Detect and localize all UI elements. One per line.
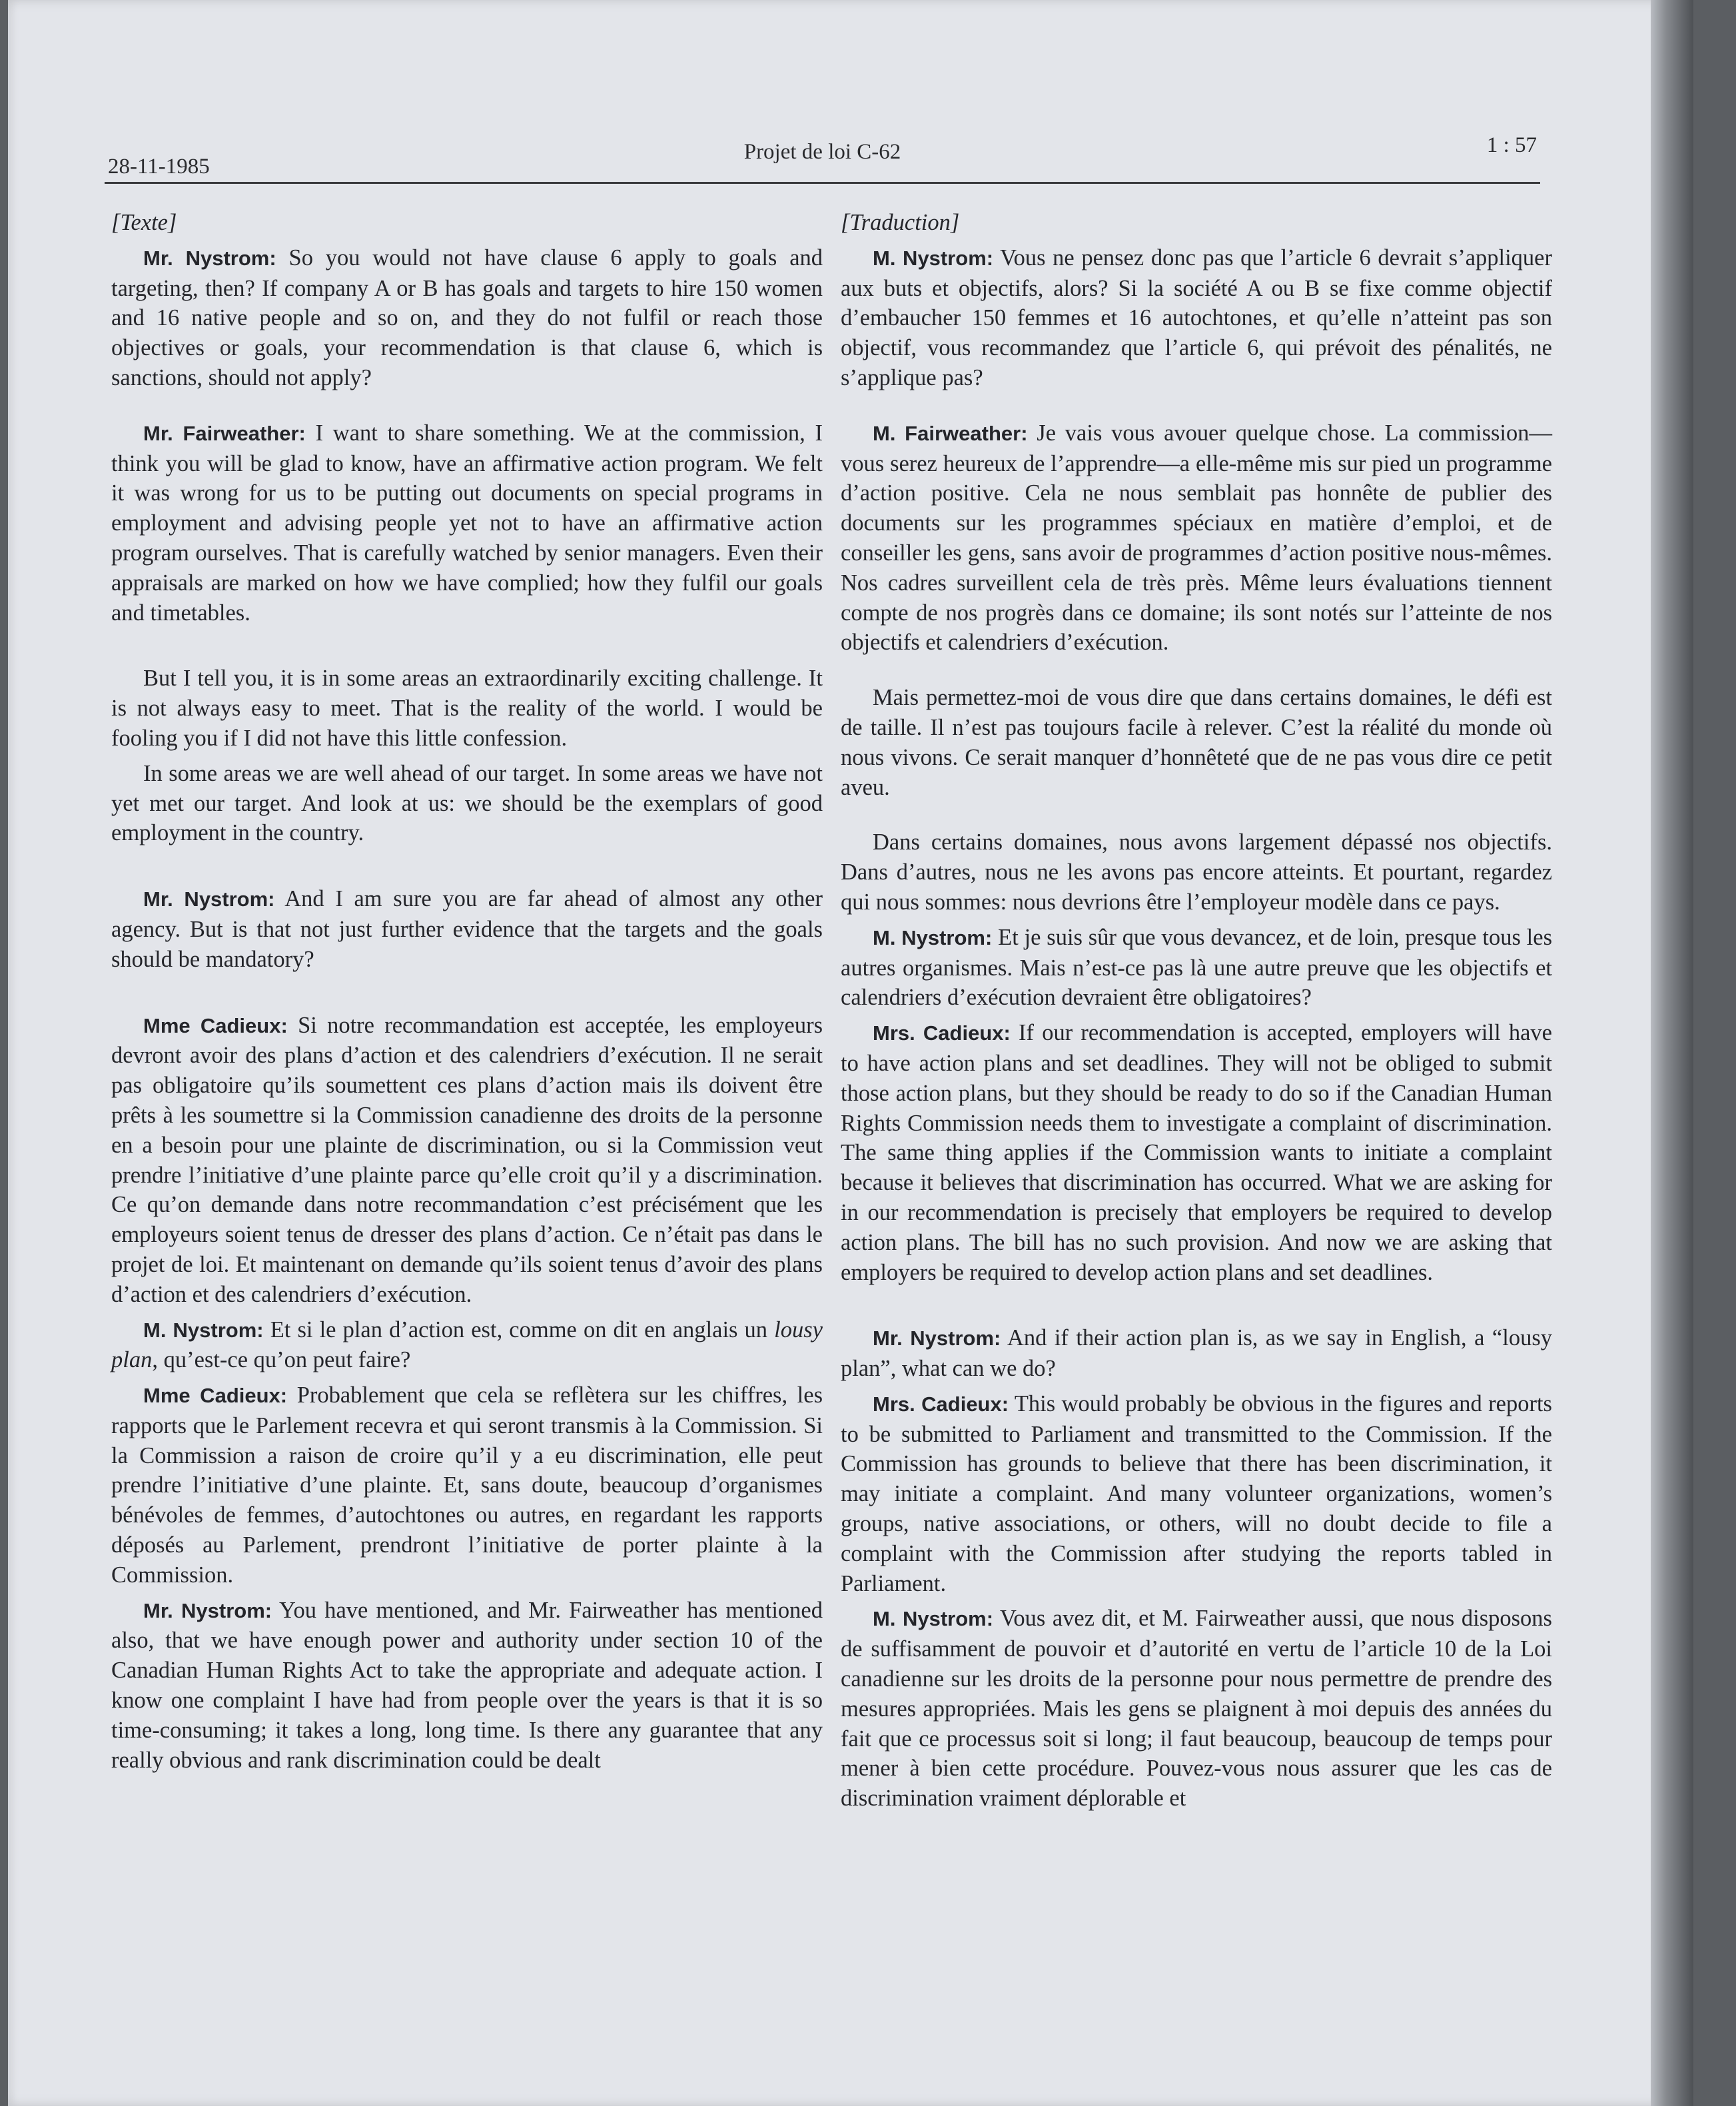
paragraph-text: Si notre recommandation est acceptée, les employeurs devront avoir des plans d’action et des calendriers d’exécution. Il ne serait pas obligatoire qu’ils soumettent ces plans d’action mais ils doivent être prêts à les soumettre si la Commission canadienne des droits de la personne en a besoin pour une plainte de discrimination, ou si la Commission veut prendre l’initiative d’une plainte parce qu’elle croit qu’il y a discrimination. Ce qu’on demande dans notre recommandation c’est précisément que les employeurs soient tenus de dresser des plans d’action. Ce n’était pas dans le projet de loi. Et maintenant on demande qu’ils soient tenus d’avoir des plans d’action et des calendriers d’exécution.: [111, 1012, 823, 1307]
paragraph: [841, 1604, 1552, 1814]
paragraph-text: Et je suis sûr que vous devancez, et de loin, presque tous les autres organismes. Mais n’est-ce pas là une autre preuve que les objectifs et calendriers d’exécution devraient être obligatoires?: [841, 924, 1552, 1011]
paragraph: [111, 1596, 823, 1776]
speaker-name: Mme Cadieux:: [143, 1013, 288, 1037]
speaker-name: M. Nystrom:: [873, 1607, 994, 1631]
header-date: 28-11-1985: [108, 155, 210, 179]
paragraph-text: But I tell you, it is in some areas an extraordinarily exciting challenge. It is not always easy to meet. That is the reality of the world. I would be fooling you if I did not have this little confession.: [111, 666, 823, 751]
header-page-number: 1 : 57: [1486, 133, 1537, 157]
paragraph: [111, 418, 823, 628]
paragraph: [841, 923, 1552, 1013]
paragraph: [841, 683, 1552, 802]
paragraph: [111, 759, 823, 848]
left-column: [111, 208, 823, 1775]
paragraph: [111, 1011, 823, 1310]
speaker-name: Mr. Nystrom:: [143, 246, 276, 270]
paragraph-text: Dans certains domaines, nous avons largement dépassé nos objectifs. Dans d’autres, nous ne les avons pas encore atteints. Et pourtant, regardez qui nous sommes: nous devrions être l’employeur modèle dans ce pays.: [841, 829, 1552, 915]
paragraph: [111, 884, 823, 974]
paragraph: [841, 1323, 1552, 1384]
paragraph-text: Vous ne pensez donc pas que l’article 6 devrait s’appliquer aux buts et objectifs, alors? Si la société A ou B se fixe comme objectif d’embaucher 150 femmes et 16 autochtones, et qu’elle n’atteint pas son objectif, vous recommandez que l’article 6, qui prévoit des pénalités, ne s’applique pas?: [841, 245, 1552, 390]
right-column: [841, 208, 1552, 1814]
paragraph: [841, 1389, 1552, 1599]
paragraph-text: In some areas we are well ahead of our target. In some areas we have not yet met our target. And look at us: we should be the exemplars of good employment in the country.: [111, 760, 823, 846]
right-column-tag: [Traduction]: [841, 210, 960, 235]
document-page: [8, 0, 1693, 2106]
paragraph-text: You have mentioned, and Mr. Fairweather has mentioned also, that we have enough power and authority under section 10 of the Canadian Human Rights Act to take the appropriate and adequate action. I know one complaint I have had from people over the years is that it is so time-consuming; it takes a long, long time. Is there any guarantee that any really obvious and rank discrimination could be dealt: [111, 1597, 823, 1773]
paragraph: [841, 1018, 1552, 1287]
speaker-name: M. Nystrom:: [873, 246, 994, 270]
left-column-tag: [Texte]: [111, 210, 177, 235]
paragraph-text: Mais permettez-moi de vous dire que dans certains domaines, le défi est de taille. Il n’est pas toujours facile à relever. C’est la réalité du monde où nous vivons. Ce serait manquer d’honnêteté que de ne pas vous dire ce petit aveu.: [841, 685, 1552, 800]
paragraph-text: Je vais vous avouer quelque chose. La commission—vous serez heureux de l’apprendre—a elle-même mis sur pied un programme d’action positive. Cela ne nous semblait pas honnête de publier des documents sur les programmes spéciaux en matière d’emploi, et de conseiller les gens, sans avoir de programmes d’action positive nous-mêmes. Nos cadres surveillent cela de très près. Même leurs évaluations tiennent compte de nos progrès dans ce domaine; ils sont notés sur l’atteinte de nos objectifs et calendriers d’exécution.: [841, 420, 1553, 656]
speaker-name: M. Nystrom:: [873, 925, 993, 949]
paragraph-text: And I am sure you are far ahead of almost any other agency. But is that not just further evidence that the targets and the goals should be mandatory?: [111, 886, 823, 972]
header-title: Projet de loi C-62: [743, 140, 901, 164]
paragraph: [111, 1380, 823, 1590]
speaker-name: Mrs. Cadieux:: [873, 1021, 1011, 1045]
paragraph: [111, 243, 823, 393]
paragraph-text: This would probably be obvious in the figures and reports to be submitted to Parliament and transmitted to the Commission. If the Commission has grounds to believe that there has been discrimination, it may initiate a complaint. And many volunteer organizations, women’s groups, native associations, or others, will no doubt decide to file a complaint with the Commission after studying the reports tabled in Parliament.: [841, 1390, 1552, 1596]
paragraph-text: Vous avez dit, et M. Fairweather aussi, que nous disposons de suffisamment de pouvoir et d’autorité en vertu de l’article 10 de la Loi canadienne sur les droits de la personne pour nous permettre de prendre des mesures appropriées. Mais les gens se plaignent à moi depuis des années du fait que ce processus soit si long; il faut beaucoup, beaucoup de temps pour mener à bien cette procédure. Pouvez-vous nous assurer que les cas de discrimination vraiment déplorable et: [841, 1606, 1552, 1812]
paragraph: [841, 243, 1552, 393]
paragraph-text: Probablement que cela se reflètera sur les chiffres, les rapports que le Parlement recevra et qui seront transmis à la Commission. Si la Commission a raison de croire qu’il y a eu discrimination, elle peut prendre l’initiative d’une plainte. Et, sans doute, beaucoup d’organismes bénévoles de femmes, d’autochtones ou autres, en regardant les rapports déposés au Parlement, prendront l’initiative de porter plainte à la Commission.: [111, 1382, 823, 1588]
speaker-name: Mr. Nystrom:: [873, 1326, 1001, 1350]
speaker-name: M. Fairweather:: [873, 421, 1028, 445]
paragraph-text: I want to share something. We at the commission, I think you will be glad to know, have an affirmative action program. We felt it was wrong for us to be putting out documents on special programs in employment and advising people yet not to have an affirmative action program ourselves. That is carefully watched by senior managers. Even their appraisals are marked on how we have complied; how they fulfil our goals and timetables.: [111, 420, 823, 626]
speaker-name: Mr. Nystrom:: [143, 1598, 272, 1622]
paragraph: [111, 664, 823, 753]
page-header: [108, 133, 1537, 187]
paragraph: [841, 827, 1552, 917]
paragraph-text: And if their action plan is, as we say in English, a “lousy plan”, what can we do?: [841, 1325, 1552, 1382]
binding-edge: [1651, 0, 1693, 2106]
paragraph-text: So you would not have clause 6 apply to goals and targeting, then? If company A or B has goals and targets to hire 150 women and 16 native people and so on, and they do not fulfil or reach those objectives or goals, your recommendation is that clause 6, which is sanctions, should not apply?: [111, 245, 823, 390]
paragraph: [841, 418, 1552, 658]
speaker-name: Mr. Fairweather:: [143, 421, 306, 445]
speaker-name: Mme Cadieux:: [143, 1384, 288, 1408]
speaker-name: Mrs. Cadieux:: [873, 1392, 1009, 1416]
paragraph-text: If our recommendation is accepted, employers will have to have action plans and set deadlines. They will not be obliged to submit those action plans, but they should be ready to do so if the Canadian Human Rights Commission needs them to investigate a complaint of discrimination. The same thing applies if the Commission wants to initiate a complaint because it believes that discrimination has occurred. What we are asking for in our recommendation is precisely that employers be required to develop action plans. The bill has no such provision. And now we are asking that employers be required to develop action plans and set deadlines.: [841, 1020, 1552, 1285]
speaker-name: Mr. Nystrom:: [143, 887, 275, 911]
paragraph: M. Nystrom: Et si le plan d’action est, comme on dit en anglais un lousy plan, qu’est-ce qu’on peut faire?: [111, 1316, 823, 1373]
speaker-name: M. Nystrom:: [143, 1318, 264, 1342]
italic-phrase: lousy plan: [111, 1316, 823, 1373]
header-rule: [105, 182, 1540, 184]
